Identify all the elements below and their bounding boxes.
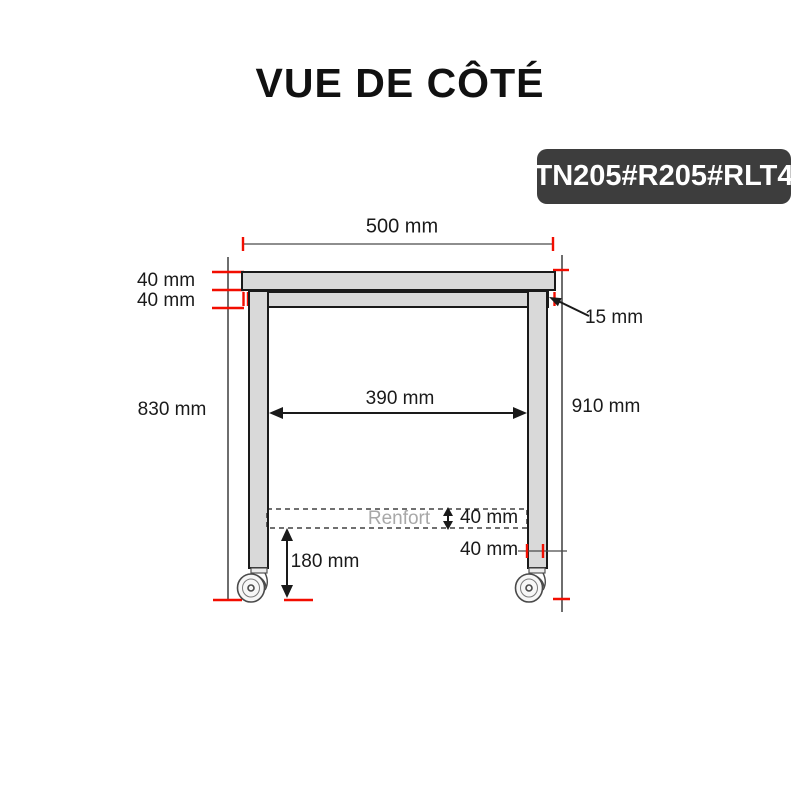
table-apron bbox=[250, 292, 548, 307]
label-renfort-height: 40 mm bbox=[459, 507, 519, 528]
label-left-height: 830 mm bbox=[137, 399, 207, 420]
table-leg-right bbox=[528, 291, 547, 568]
table-top bbox=[242, 272, 555, 290]
label-right-height: 910 mm bbox=[571, 396, 641, 417]
label-clear-width: 390 mm bbox=[365, 388, 435, 409]
product-code-text: TN205#R205#RLT4 bbox=[534, 160, 794, 192]
caster-left-icon bbox=[238, 568, 268, 602]
label-tabletop-thickness: 40 mm bbox=[136, 270, 196, 291]
dimension-leg-width bbox=[518, 544, 567, 558]
dimension-top-width bbox=[243, 237, 553, 251]
label-apron-height: 40 mm bbox=[136, 290, 196, 311]
label-renfort: Renfort bbox=[367, 508, 431, 529]
caster-right-icon bbox=[516, 568, 546, 602]
label-caster-height: 180 mm bbox=[290, 551, 360, 572]
ground-red-marks bbox=[213, 599, 570, 600]
label-leg-width: 40 mm bbox=[459, 539, 519, 560]
label-top-width: 500 mm bbox=[365, 215, 439, 238]
pointer-overhang-arrow bbox=[549, 297, 589, 316]
page-title: VUE DE CÔTÉ bbox=[255, 60, 545, 106]
dimension-renfort-height-arrow bbox=[443, 507, 453, 530]
label-tabletop-overhang: 15 mm bbox=[584, 307, 644, 328]
table-leg-left bbox=[249, 291, 268, 568]
